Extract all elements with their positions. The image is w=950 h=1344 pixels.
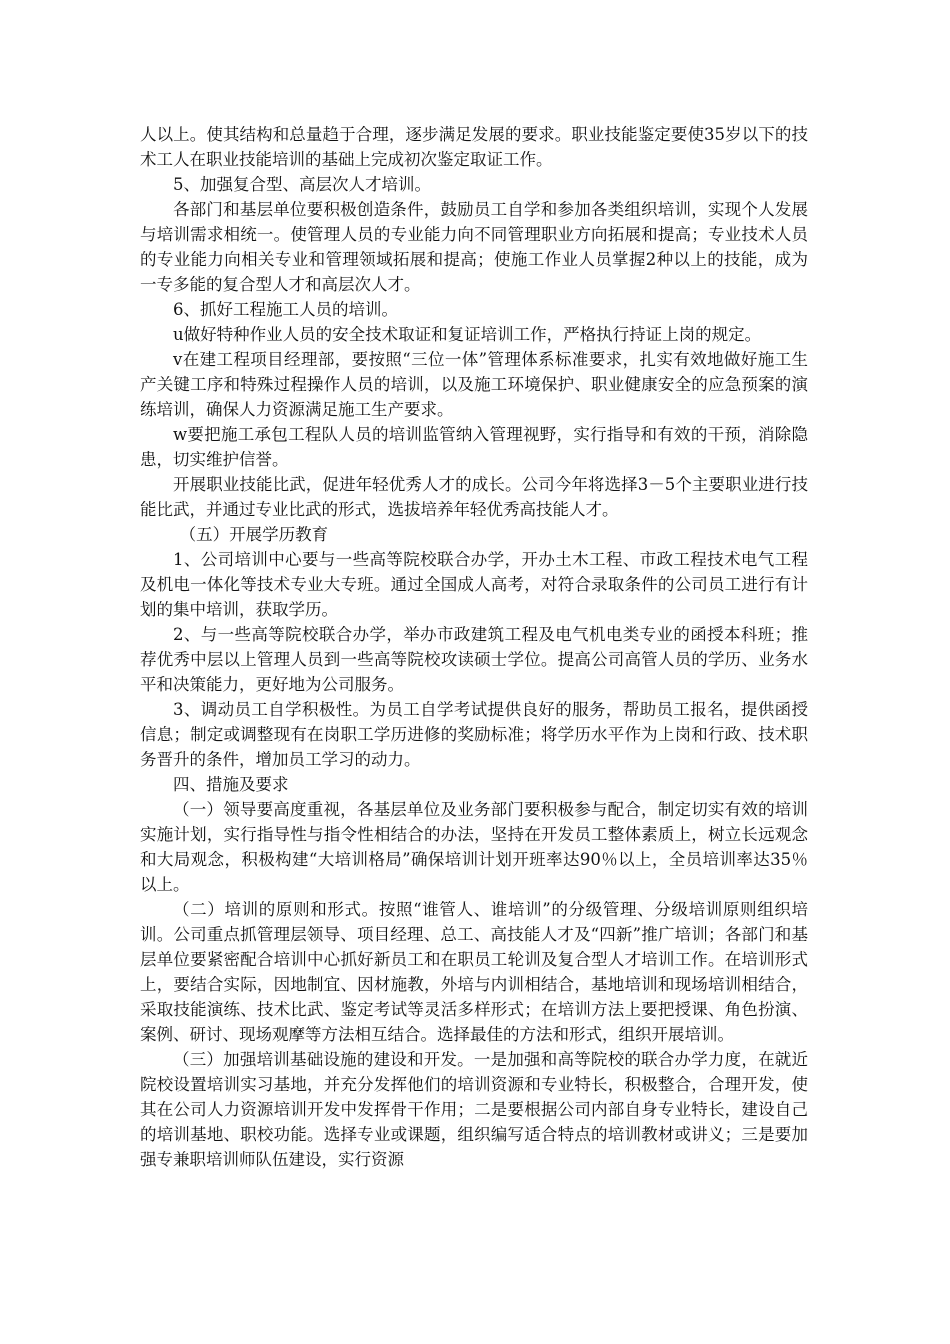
paragraph-continuation: 人以上。使其结构和总量趋于合理，逐步满足发展的要求。职业技能鉴定要使35岁以下的技术工人在职业技能培训的基础上完成初次鉴定取证工作。 (140, 125, 808, 169)
measure-item-1: （一）领导要高度重视，各基层单位及业务部门要积极参与配合，制定切实有效的培训实施计划，实行指导性与指令性相结合的办法，坚持在开发员工整体素质上，树立长远观念和大局观念，积极构建“大培训格局”确保培训计划开班率达90％以上，全员培训率达35％以上。 (140, 800, 808, 894)
measure-item-3: （三）加强培训基础设施的建设和开发。一是加强和高等院校的联合办学力度，在就近院校设置培训实习基地，并充分发挥他们的培训资源和专业特长，积极整合，合理开发，使其在公司人力资源培训开发中发挥骨干作用；二是要根据公司内部自身专业特长，建设自己的培训基地、职校功能。选择专业或课题，组织编写适合特点的培训教材或讲义；三是要加强专兼职培训师队伍建设，实行资源 (140, 1050, 808, 1169)
section-heading-education: （五）开展学历教育 (179, 525, 329, 544)
bullet-item-u: u做好特种作业人员的安全技术取证和复证培训工作，严格执行持证上岗的规定。 (173, 325, 762, 344)
bullet-item-w: w要把施工承包工程队人员的培训监管纳入管理视野，实行指导和有效的干预，消除隐患，切实维护信誉。 (140, 425, 808, 469)
list-item-2: 2、与一些高等院校联合办学，举办市政建筑工程及电气机电类专业的函授本科班；推荐优秀中层以上管理人员到一些高等院校攻读硕士学位。提高公司高管人员的学历、业务水平和决策能力，更好地为公司服务。 (140, 625, 808, 694)
list-item-1: 1、公司培训中心要与一些高等院校联合办学，开办土木工程、市政工程技术电气工程及机电一体化等技术专业大专班。通过全国成人高考，对符合录取条件的公司员工进行有计划的集中培训，获取学历。 (140, 550, 808, 619)
section-heading-6: 6、抓好工程施工人员的培训。 (173, 300, 398, 319)
bullet-item-v: v在建工程项目经理部，要按照“三位一体”管理体系标准要求，扎实有效地做好施工生产关键工序和特殊过程操作人员的培训，以及施工环境保护、职业健康安全的应急预案的演练培训，确保人力资源满足施工生产要求。 (140, 350, 808, 419)
list-item-3: 3、调动员工自学积极性。为员工自学考试提供良好的服务，帮助员工报名，提供函授信息；制定或调整现有在岗职工学历进修的奖励标准；将学历水平作为上岗和行政、技术职务晋升的条件，增加员工学习的动力。 (140, 700, 808, 769)
section-heading-5: 5、加强复合型、高层次人才培训。 (173, 175, 431, 194)
paragraph: 各部门和基层单位要积极创造条件，鼓励员工自学和参加各类组织培训，实现个人发展与培训需求相统一。使管理人员的专业能力向不同管理职业方向拓展和提高；专业技术人员的专业能力向相关专业和管理领域拓展和提高；使施工作业人员掌握2种以上的技能，成为一专多能的复合型人才和高层次人才。 (140, 200, 808, 294)
chapter-heading-measures: 四、措施及要求 (173, 775, 289, 794)
paragraph: 开展职业技能比武，促进年轻优秀人才的成长。公司今年将选择3－5个主要职业进行技能比武，并通过专业比武的形式，选拔培养年轻优秀高技能人才。 (140, 475, 808, 519)
document-body (140, 122, 808, 1172)
measure-item-2: （二）培训的原则和形式。按照“谁管人、谁培训”的分级管理、分级培训原则组织培训。公司重点抓管理层领导、项目经理、总工、高技能人才及“四新”推广培训；各部门和基层单位要紧密配合培训中心抓好新员工和在职员工轮训及复合型人才培训工作。在培训形式上，要结合实际，因地制宜、因材施教，外培与内训相结合，基地培训和现场培训相结合，采取技能演练、技术比武、鉴定考试等灵活多样形式；在培训方法上要把授课、角色扮演、案例、研讨、现场观摩等方法相互结合。选择最佳的方法和形式，组织开展培训。 (140, 900, 808, 1044)
